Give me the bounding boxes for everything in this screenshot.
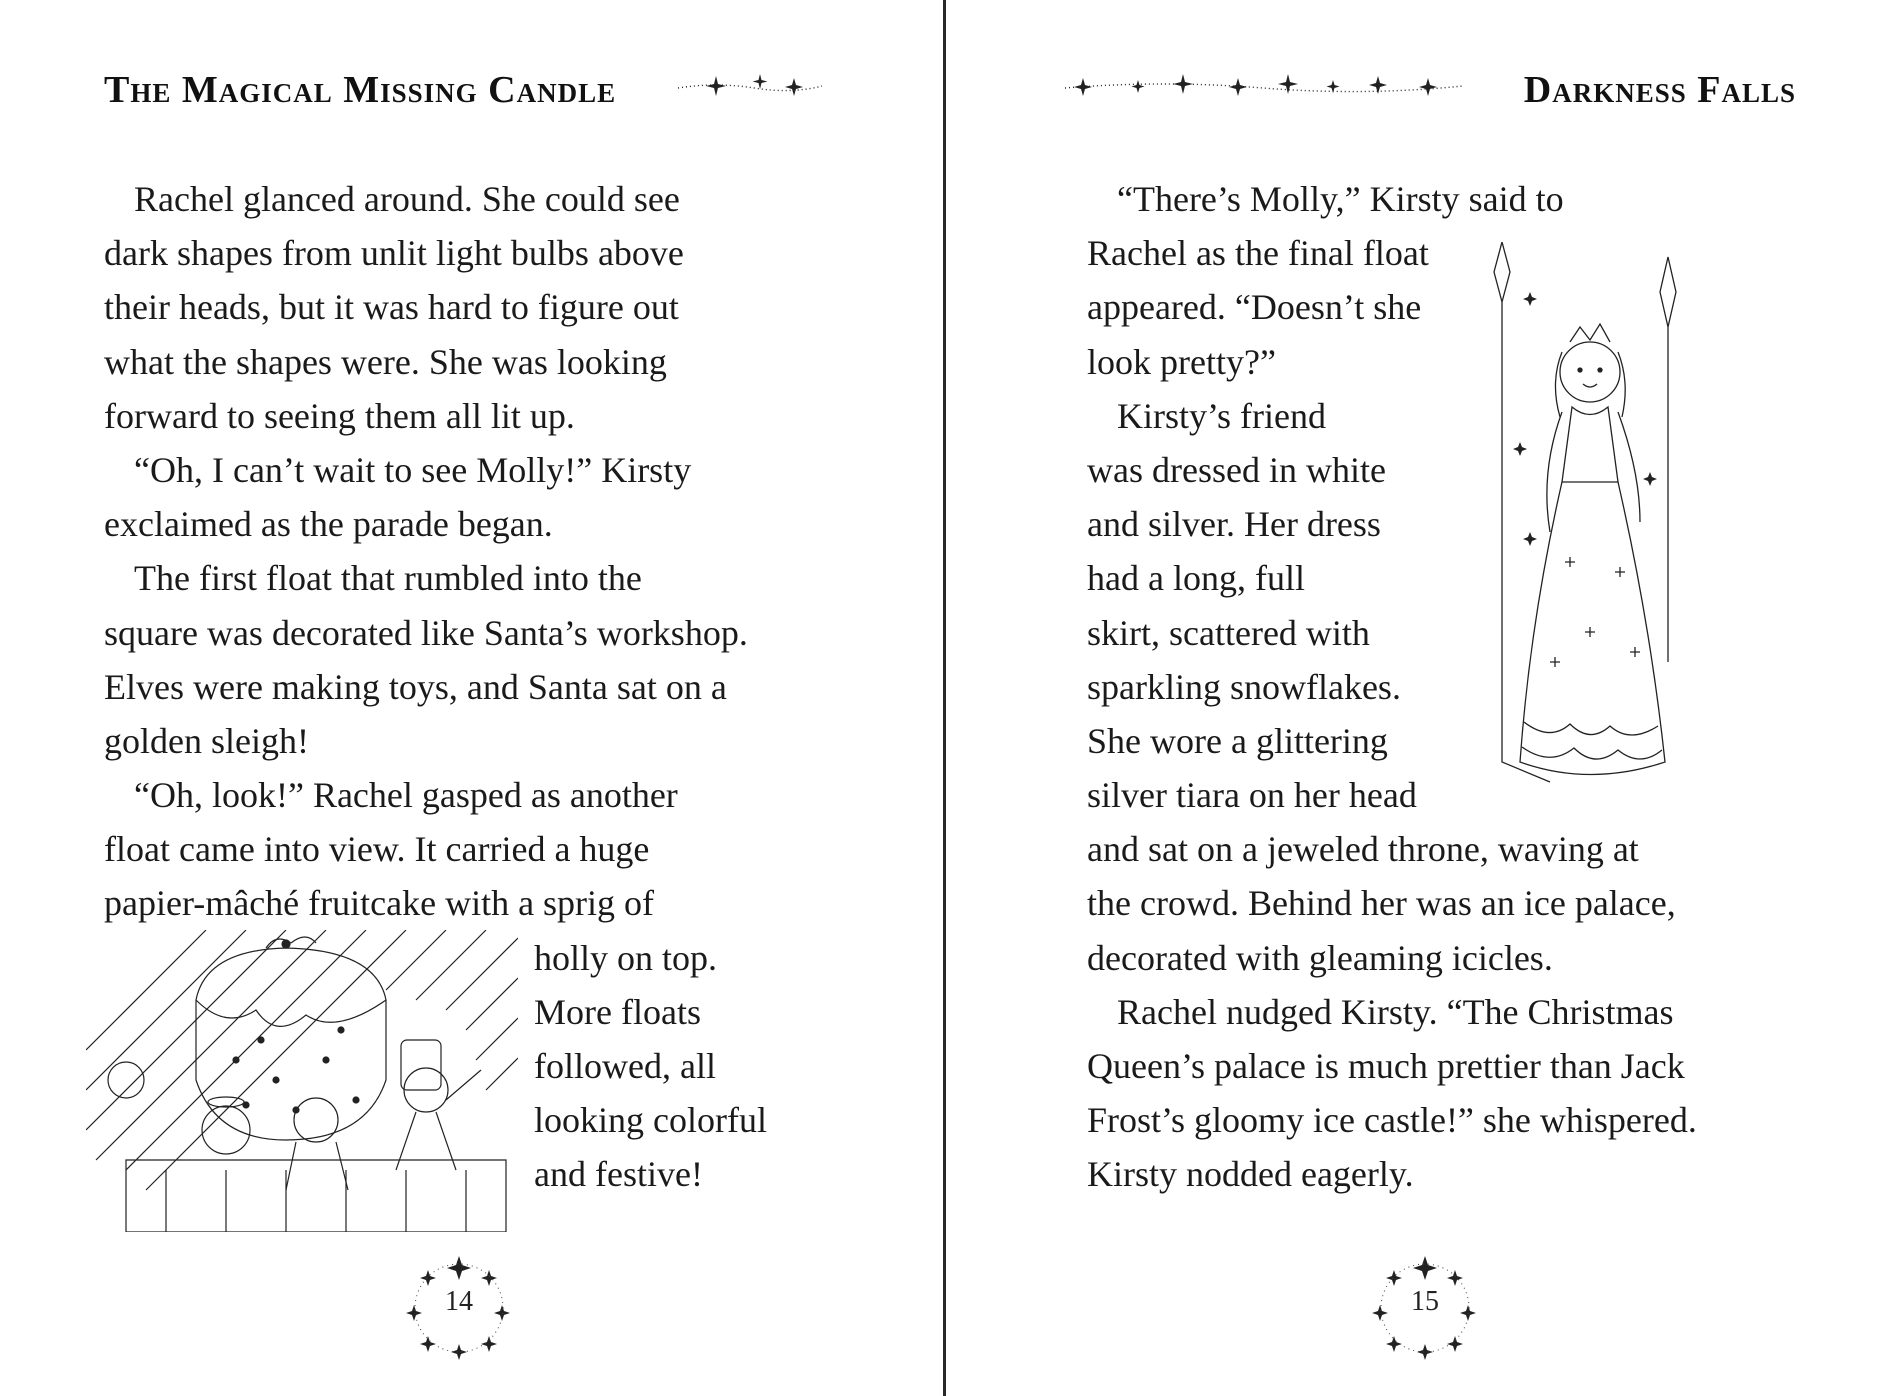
text-line: was dressed in white bbox=[1087, 449, 1386, 490]
text-line: look pretty?” bbox=[1087, 341, 1276, 382]
page-number-right-wrap bbox=[1370, 1250, 1480, 1360]
text-line: Rachel glanced around. She could see bbox=[134, 179, 680, 219]
text-line: silver tiara on her head bbox=[1087, 775, 1417, 816]
right-body-text bbox=[1087, 172, 1787, 1202]
text-line: and sat on a jeweled throne, waving at bbox=[1087, 829, 1639, 870]
text-line: sparkling snowflakes. bbox=[1087, 666, 1401, 707]
page-number-left-wrap bbox=[404, 1250, 514, 1360]
text-line: Frost’s gloomy ice castle!” she whispered. bbox=[1087, 1100, 1697, 1141]
text-line: She wore a glittering bbox=[1087, 720, 1388, 761]
text-line: skirt, scattered with bbox=[1087, 612, 1370, 653]
fruitcake-float-illustration bbox=[86, 930, 518, 1232]
running-head-right: Darkness Falls bbox=[1523, 69, 1796, 111]
text-line: and festive! bbox=[534, 1154, 703, 1195]
text-line: float came into view. It carried a huge bbox=[104, 829, 650, 870]
text-line: golden sleigh! bbox=[104, 720, 309, 761]
christmas-queen-illustration bbox=[1490, 242, 1680, 817]
page-number-left: 14 bbox=[445, 1286, 473, 1317]
text-line: had a long, full bbox=[1087, 558, 1305, 599]
running-head-left: The Magical Missing Candle bbox=[104, 69, 617, 111]
text-line: holly on top. bbox=[534, 937, 718, 978]
text-line: Rachel as the final float bbox=[1087, 233, 1429, 274]
text-line: square was decorated like Santa’s workshop. bbox=[104, 612, 748, 653]
text-line: dark shapes from unlit light bulbs above bbox=[104, 233, 684, 274]
text-line: papier-mâché fruitcake with a sprig of bbox=[104, 883, 655, 924]
text-line: the crowd. Behind her was an ice palace, bbox=[1087, 883, 1676, 924]
text-line: what the shapes were. She was looking bbox=[104, 341, 667, 382]
page-number-right: 15 bbox=[1411, 1286, 1439, 1317]
text-line: The first float that rumbled into the bbox=[134, 558, 642, 599]
text-line: exclaimed as the parade began. bbox=[104, 504, 553, 545]
text-line: decorated with gleaming icicles. bbox=[1087, 937, 1553, 978]
text-line: Kirsty’s friend bbox=[1117, 395, 1326, 436]
right-page bbox=[947, 0, 1886, 1396]
text-line: their heads, but it was hard to figure out bbox=[104, 287, 679, 328]
text-line: looking colorful bbox=[534, 1100, 767, 1141]
book-gutter bbox=[943, 0, 946, 1396]
stars-ornament-icon bbox=[1063, 68, 1463, 102]
text-line: Elves were making toys, and Santa sat on a bbox=[104, 666, 727, 707]
text-line: Rachel nudged Kirsty. “The Christmas bbox=[1117, 991, 1674, 1032]
text-line: “There’s Molly,” Kirsty said to bbox=[1117, 179, 1564, 219]
text-line: appeared. “Doesn’t she bbox=[1087, 287, 1422, 328]
text-line: More floats bbox=[534, 991, 701, 1032]
text-line: Queen’s palace is much prettier than Jack bbox=[1087, 1046, 1685, 1086]
text-line: forward to seeing them all lit up. bbox=[104, 395, 575, 436]
text-line: followed, all bbox=[534, 1046, 716, 1086]
stars-ornament-icon bbox=[676, 68, 822, 102]
text-line: “Oh, look!” Rachel gasped as another bbox=[134, 775, 678, 816]
text-line: Kirsty nodded eagerly. bbox=[1087, 1154, 1414, 1195]
text-line: “Oh, I can’t wait to see Molly!” Kirsty bbox=[134, 449, 692, 490]
text-line: and silver. Her dress bbox=[1087, 504, 1381, 545]
